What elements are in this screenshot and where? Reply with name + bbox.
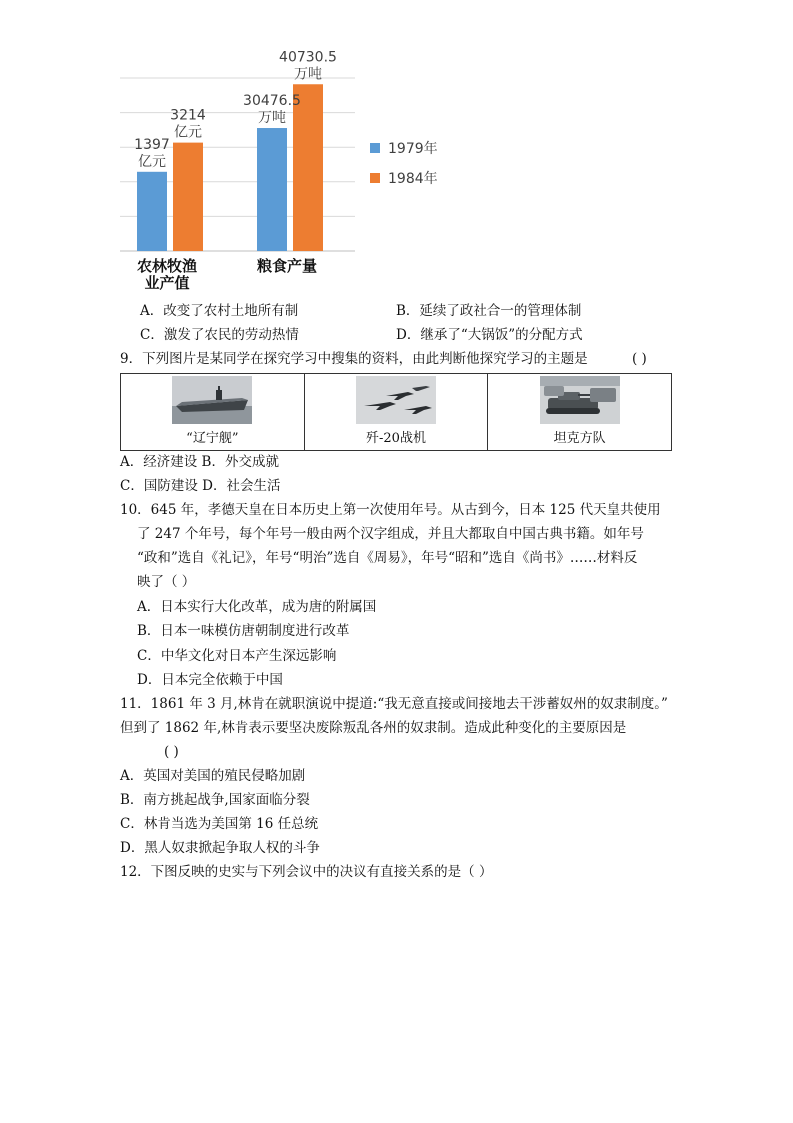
legend-label: 1984年 [388,171,438,187]
data-label: 3214 [170,107,206,124]
q11-stem-line2: 但到了 1862 年,林肯表示要坚决废除叛乱各州的奴隶制。造成此种变化的主要原因是 [120,720,627,736]
data-label: 万吨 [294,66,322,83]
legend-swatch [370,173,380,183]
q8-option-a[interactable]: A．改变了农村土地所有制 [140,303,299,319]
data-label: 亿元 [174,124,202,141]
q8-option-b[interactable]: B．延续了政社合一的管理体制 [396,303,582,319]
category-label: 粮食产量 [256,257,318,275]
q10-stem-line4: 映了（ ） [137,574,196,590]
q10-stem-line2: 了 247 个年号，每个年号一般由两个汉字组成，并且大都取自中国古典书籍。如年号 [137,526,644,542]
q10-option-a[interactable]: A．日本实行大化改革，成为唐的附属国 [137,599,377,615]
q11-option-a[interactable]: A．英国对美国的殖民侵略加剧 [120,768,306,784]
q10-option-b[interactable]: B．日本一味模仿唐朝制度进行改革 [137,623,350,639]
q9-options-ab[interactable]: A．经济建设 B．外交成就 [120,454,279,470]
q9-caption-fighter: 歼-20战机 [366,431,426,446]
data-label: 亿元 [138,153,166,170]
q9-image-cell-carrier [121,374,305,451]
q11-option-c[interactable]: C．林肯当选为美国第 16 任总统 [120,816,319,832]
category-label: 农林牧渔 [136,257,198,275]
chart-legend [370,140,438,187]
fighter-jets-photo-icon [356,376,436,424]
bar-1-1 [293,84,323,251]
chart-category-labels [137,257,317,292]
q9-image-cell-fighter [304,374,488,451]
q10-option-c[interactable]: C．中华文化对日本产生深远影响 [137,648,337,664]
q11-answer-paren: ( ) [164,744,179,760]
q8-option-d[interactable]: D．继承了“大锅饭”的分配方式 [396,327,583,343]
q9-image-cell-tank [488,374,672,451]
q10-option-d[interactable]: D．日本完全依赖于中国 [137,672,283,688]
q8-option-c[interactable]: C．激发了农民的劳动热情 [140,327,299,343]
data-label: 40730.5 [279,49,337,66]
q9-image-table [120,373,672,451]
tank-formation-photo-icon [540,376,620,424]
legend-swatch [370,143,380,153]
q12-stem: 12．下图反映的史实与下列会议中的决议有直接关系的是（ ） [120,864,493,880]
data-label: 30476.5 [243,93,301,110]
q9-answer-paren: ( ) [632,351,647,367]
bar-0-0 [137,172,167,251]
q9-caption-carrier: “辽宁舰” [186,431,239,446]
aircraft-carrier-photo-icon [172,376,252,424]
q9-caption-tank: 坦克方队 [553,431,606,446]
category-label: 业产值 [144,274,190,292]
q11-option-b[interactable]: B．南方挑起战争,国家面临分裂 [120,792,310,808]
bar-1-0 [257,128,287,251]
bar-0-1 [173,143,203,251]
legend-label: 1979年 [388,141,438,157]
data-label: 万吨 [258,110,286,127]
q10-stem-line3: “政和”选自《礼记》，年号“明治”选自《周易》，年号“昭和”选自《尚书》……材料反 [137,550,638,566]
q11-stem-line1: 11．1861 年 3 月,林肯在就职演说中提道:“我无意直接或间接地去干涉蓄奴州的奴隶制度。” [120,696,668,712]
q9-stem: 9．下列图片是某同学在探究学习中搜集的资料，由此判断他探究学习的主题是 [120,351,588,367]
data-label: 1397 [134,136,170,153]
q9-options-cd[interactable]: C．国防建设 D．社会生活 [120,478,281,494]
bar-chart [110,49,470,295]
q10-stem-line1: 10．645 年，孝德天皇在日本历史上第一次使用年号。从古到今，日本 125 代天皇共使用 [120,502,661,518]
q11-option-d[interactable]: D．黑人奴隶掀起争取人权的斗争 [120,840,320,856]
